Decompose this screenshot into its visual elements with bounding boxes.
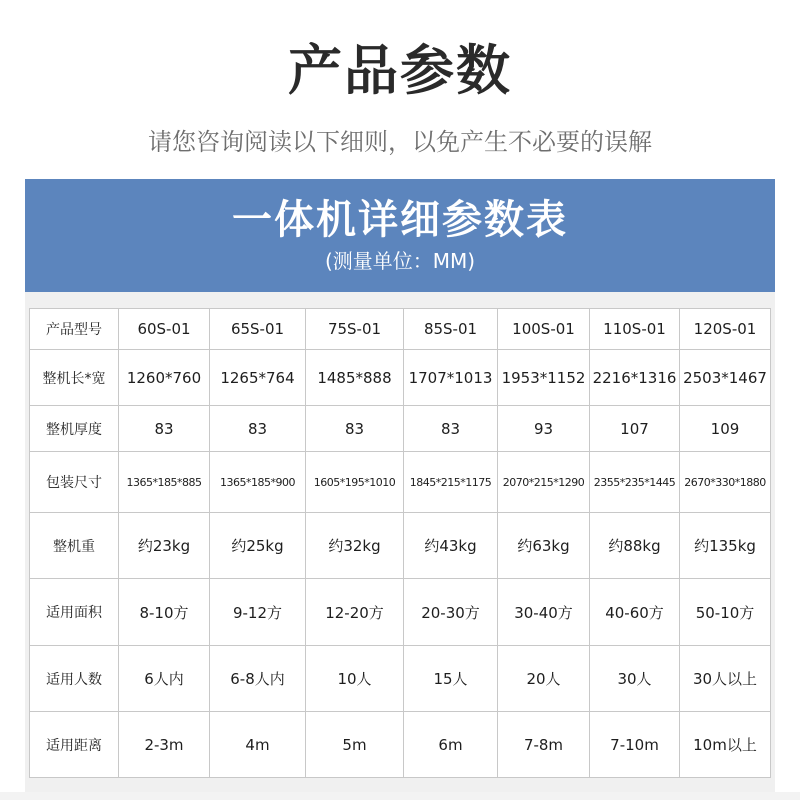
- spec-table: [29, 308, 771, 778]
- table-cell: 1845*215*1175: [404, 452, 498, 513]
- table-cell: 15人: [404, 646, 498, 712]
- table-cell: 30人: [590, 646, 680, 712]
- table-cell: 6m: [404, 712, 498, 778]
- table-cell: 107: [590, 406, 680, 452]
- table-cell: 30人以上: [680, 646, 771, 712]
- table-cell: 8-10方: [119, 579, 210, 646]
- table-cell: 12-20方: [306, 579, 404, 646]
- table-row: [29, 406, 771, 452]
- row-label: 整机厚度: [29, 406, 119, 452]
- table-cell: 110S-01: [590, 308, 680, 350]
- banner-unit: (测量单位：MM): [324, 249, 476, 273]
- table-cell: 1707*1013: [404, 350, 498, 406]
- table-cell: 85S-01: [404, 308, 498, 350]
- table-cell: 83: [210, 406, 306, 452]
- table-cell: 约135kg: [680, 513, 771, 579]
- table-row: [29, 513, 771, 579]
- table-cell: 约63kg: [498, 513, 590, 579]
- table-cell: 2355*235*1445: [590, 452, 680, 513]
- page-subtitle: 请您咨询阅读以下细则，以免产生不必要的误解: [148, 128, 652, 156]
- row-label: 适用距离: [29, 712, 119, 778]
- table-cell: 2-3m: [119, 712, 210, 778]
- table-cell: 5m: [306, 712, 404, 778]
- row-label: 适用人数: [29, 646, 119, 712]
- table-row: [29, 452, 771, 513]
- table-cell: 约43kg: [404, 513, 498, 579]
- banner-title: 一体机详细参数表: [232, 197, 568, 243]
- table-row: [29, 579, 771, 646]
- table-row: [29, 308, 771, 350]
- table-cell: 1260*760: [119, 350, 210, 406]
- table-cell: 60S-01: [119, 308, 210, 350]
- table-cell: 109: [680, 406, 771, 452]
- row-label: 整机重: [29, 513, 119, 579]
- table-cell: 93: [498, 406, 590, 452]
- table-cell: 83: [306, 406, 404, 452]
- table-cell: 30-40方: [498, 579, 590, 646]
- table-cell: 约25kg: [210, 513, 306, 579]
- table-cell: 1605*195*1010: [306, 452, 404, 513]
- table-cell: 1953*1152: [498, 350, 590, 406]
- table-cell: 40-60方: [590, 579, 680, 646]
- table-cell: 50-10方: [680, 579, 771, 646]
- table-cell: 75S-01: [306, 308, 404, 350]
- table-cell: 10m以上: [680, 712, 771, 778]
- row-label: 包装尺寸: [29, 452, 119, 513]
- table-cell: 6人内: [119, 646, 210, 712]
- row-label: 适用面积: [29, 579, 119, 646]
- table-cell: 83: [404, 406, 498, 452]
- table-row: [29, 350, 771, 406]
- table-cell: 2216*1316: [590, 350, 680, 406]
- table-cell: 1365*185*885: [119, 452, 210, 513]
- table-cell: 1485*888: [306, 350, 404, 406]
- table-cell: 9-12方: [210, 579, 306, 646]
- table-cell: 约23kg: [119, 513, 210, 579]
- page-title: 产品参数: [288, 39, 512, 102]
- table-cell: 1265*764: [210, 350, 306, 406]
- table-cell: 7-8m: [498, 712, 590, 778]
- table-cell: 10人: [306, 646, 404, 712]
- row-label: 整机长*宽: [29, 350, 119, 406]
- table-cell: 2070*215*1290: [498, 452, 590, 513]
- table-cell: 20人: [498, 646, 590, 712]
- table-cell: 约88kg: [590, 513, 680, 579]
- table-cell: 7-10m: [590, 712, 680, 778]
- table-cell: 65S-01: [210, 308, 306, 350]
- table-cell: 6-8人内: [210, 646, 306, 712]
- table-cell: 20-30方: [404, 579, 498, 646]
- bottom-strip: [0, 792, 800, 800]
- table-row: [29, 712, 771, 778]
- table-cell: 2503*1467: [680, 350, 771, 406]
- row-label: 产品型号: [29, 308, 119, 350]
- table-cell: 120S-01: [680, 308, 771, 350]
- table-row: [29, 646, 771, 712]
- table-cell: 83: [119, 406, 210, 452]
- spec-banner: [25, 179, 775, 292]
- spec-table-container: [25, 292, 775, 792]
- table-cell: 4m: [210, 712, 306, 778]
- table-cell: 2670*330*1880: [680, 452, 771, 513]
- table-cell: 1365*185*900: [210, 452, 306, 513]
- table-cell: 100S-01: [498, 308, 590, 350]
- table-cell: 约32kg: [306, 513, 404, 579]
